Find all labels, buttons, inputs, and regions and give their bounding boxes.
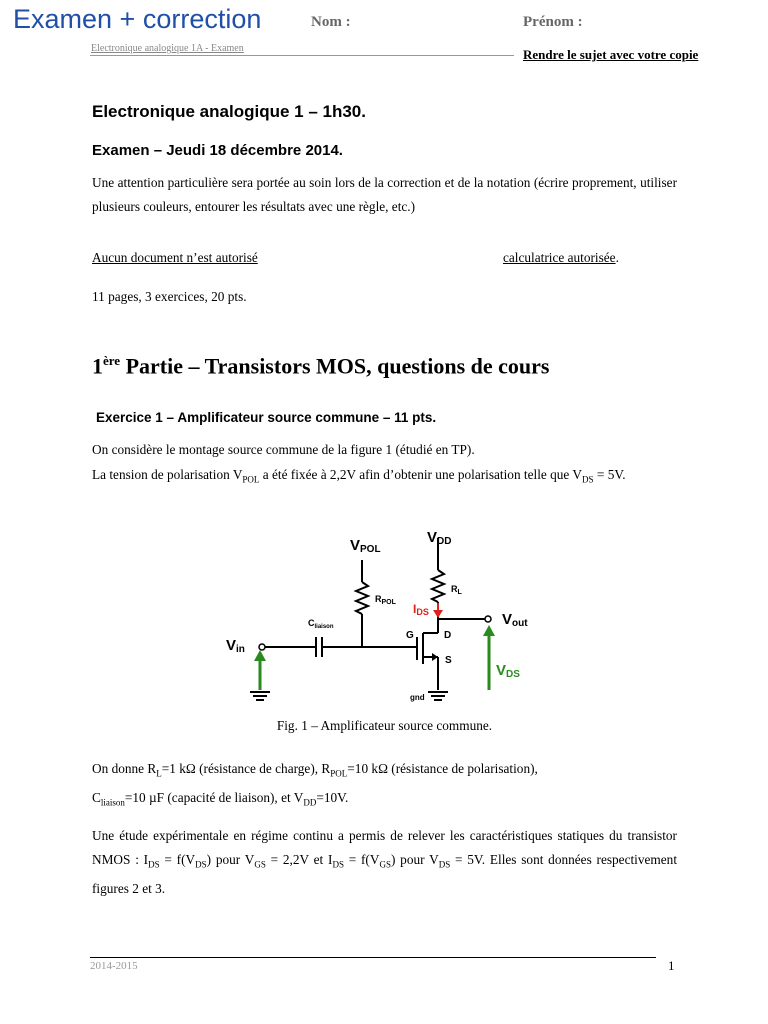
vin-label: Vin	[226, 637, 245, 655]
rpol-label: $R_{POL}$	[375, 594, 396, 606]
exercise-title: Exercice 1 – Amplificateur source commune – 11 pts.	[96, 410, 437, 425]
rule-calculator: calculatrice autorisée.	[503, 250, 619, 265]
circuit-figure	[220, 520, 550, 710]
paragraph-4: Une étude expérimentale en régime continu a permis de relever les caractéristiques statiques du transistor NMOS : $I_{DS} = f(V_{DS})$ pour $V_{GS} = 2,2V$ et $I_{DS} = f(V_{GS})$ pour $V_{DS} = 5V$. Elles sont données respectivement figures 2 et 3.	[92, 828, 678, 896]
intro-paragraph: Une attention particulière sera portée au soin lors de la correction et de la notation (écrire proprement, utiliser plusieurs couleurs, entourer les résultats avec une règle, etc.)	[92, 175, 677, 214]
drain-label: D	[444, 630, 452, 641]
paragraph-3: On donne $R_L=1$ kΩ (résistance de charge), $R_{POL}=10$ kΩ (résistance de polarisation), $C_{liaison}=10$ µF (capacité de liaison), et $V_{DD}=10V$.	[92, 761, 538, 808]
footer-year: 2014-2015	[90, 960, 138, 972]
vds-label: VDS	[496, 662, 520, 680]
rule-no-documents: Aucun document n’est autorisé	[92, 250, 258, 265]
return-instruction: Rendre le sujet avec votre copie	[523, 47, 699, 62]
source-label: S	[445, 655, 452, 666]
correction-stamp: Examen + correction	[13, 4, 262, 34]
page-number: 1	[668, 958, 675, 973]
page-title: Electronique analogique 1 – 1h30.	[92, 102, 366, 121]
vpol-label: VPOL	[350, 537, 381, 555]
header-subtitle: Electronique analogique 1A - Examen	[91, 43, 244, 54]
exam-date: Examen – Jeudi 18 décembre 2014.	[92, 142, 343, 159]
pages-info: 11 pages, 3 exercices, 20 pts.	[92, 289, 247, 304]
part-title: 1ère Partie – Transistors MOS, questions de cours	[92, 353, 550, 379]
gate-label: G	[406, 630, 414, 641]
ids-label: IDS	[413, 602, 429, 617]
cliaison-label: $C_{liaison}$	[308, 618, 334, 630]
paragraph-2: La tension de polarisation $V_{POL}$ a été fixée à 2,2V afin d’obtenir une polarisation telle que $V_{DS} = 5V$.	[92, 467, 626, 485]
prenom-label: Prénom :	[523, 14, 583, 30]
rl-label: $R_L$	[451, 584, 462, 596]
footer-divider	[90, 957, 656, 958]
gnd-label: gnd	[410, 693, 425, 702]
paragraph-1: On considère le montage source commune de la figure 1 (étudié en TP).	[92, 442, 475, 457]
figure-caption: Fig. 1 – Amplificateur source commune.	[276, 718, 493, 733]
nom-label: Nom :	[311, 14, 351, 30]
vout-label: Vout	[502, 611, 528, 629]
header-divider	[90, 55, 514, 56]
vdd-label: VDD	[427, 529, 452, 547]
